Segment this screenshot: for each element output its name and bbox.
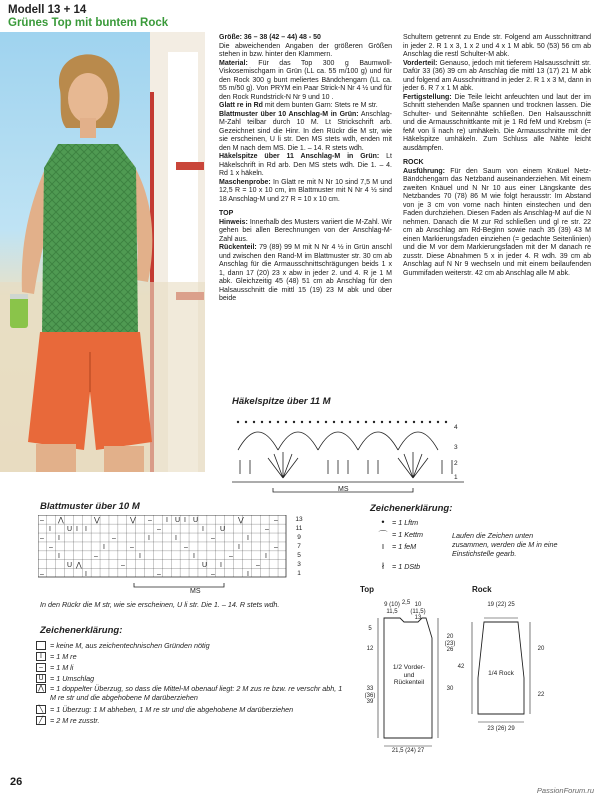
chain-stitch-icon: • bbox=[381, 517, 385, 527]
legend-item bbox=[36, 662, 346, 673]
ssk-icon: ╲ bbox=[36, 705, 46, 714]
rock-m-bottom: 23 (26) 29 bbox=[487, 726, 515, 732]
instructions-column-2 bbox=[403, 34, 591, 278]
row-number: 5 bbox=[297, 552, 301, 559]
svg-text:U: U bbox=[67, 526, 73, 533]
blatt-text: Anschlag-M-Zahl teilbar durch 10 M. Lt Strickschrift arb. Gezeichnet sind die Hinr. In den Rückr die M str, wie sie erscheinen, U li str. Den MS stets wdh, enden mit den M nach dem MS. Die 1. – 14. R stets wdh. bbox=[219, 110, 392, 152]
svg-text:–: – bbox=[40, 517, 44, 524]
double-decrease-icon: ⋀ bbox=[36, 684, 46, 693]
svg-text:I: I bbox=[238, 544, 240, 551]
haekel-text: Lt Häkelschrift in Rd arb. Den MS stets wdh. Die 1. – 4. Rd 1 x häkeln. bbox=[219, 153, 392, 177]
legend-text: = 2 M re zusstr. bbox=[50, 716, 100, 725]
instructions-column-1 bbox=[219, 34, 392, 304]
rock-piece-label: 1/4 Rock bbox=[488, 670, 514, 677]
legend-text: = 1 Lftm bbox=[392, 517, 419, 527]
svg-text:–: – bbox=[229, 553, 233, 560]
legend-item bbox=[374, 516, 464, 528]
haekelspitze-title: Häkelspitze über 11 M bbox=[232, 396, 331, 407]
legend-item bbox=[36, 715, 346, 726]
size-label: Größe: 36 – 38 (42 – 44) 48 - 50 bbox=[219, 34, 321, 41]
page-number: 26 bbox=[10, 776, 23, 788]
top-piece-label: 1/2 Vorder- und Rückenteil bbox=[392, 664, 426, 686]
knit-stitch-icon: I bbox=[36, 652, 46, 661]
legend-item bbox=[374, 560, 464, 572]
legend-left-title: Zeichenerklärung: bbox=[40, 625, 123, 636]
svg-text:I: I bbox=[166, 517, 168, 524]
svg-text:⋁: ⋁ bbox=[238, 517, 244, 524]
model-subtitle: Grünes Top mit buntem Rock bbox=[8, 17, 169, 29]
svg-text:U: U bbox=[220, 526, 226, 533]
svg-text:–: – bbox=[121, 562, 125, 569]
blattmuster-ms-bracket bbox=[134, 583, 224, 587]
svg-text:I: I bbox=[58, 553, 60, 560]
top-m-left-3: 33 (36) 39 bbox=[364, 686, 376, 705]
blattmuster-chart bbox=[38, 515, 288, 600]
legend-text: = 1 Überzug: 1 M abheben, 1 M re str und die abgehobene M darüberziehen bbox=[50, 705, 294, 714]
legend-text: = 1 DStb bbox=[392, 561, 421, 571]
svg-text:I: I bbox=[139, 553, 141, 560]
model-photo-illustration bbox=[0, 32, 205, 472]
top-m-left-2: 12 bbox=[366, 646, 374, 652]
legend-text: = 1 feM bbox=[392, 541, 417, 551]
haekel-ms-label: MS bbox=[338, 486, 349, 493]
legend-text: = 1 doppelter Überzug, so dass die Mittel-M obenauf liegt: 2 M zus re bzw. re verschr abh, 1 M re str und die abgehobene M darüberziehen bbox=[50, 684, 343, 702]
svg-text:–: – bbox=[265, 526, 269, 533]
vorder-text: Genauso, jedoch mit tieferem Halsausschnitt str. Dafür 33 (36) 39 cm ab Anschlag die mittl 13 (17) 21 M abk und folgend am Ausschnittrand in jeder 2. R 1 x 3 M, dann in jeder 6. R 7 x 1 M abk. bbox=[403, 59, 591, 92]
haekel-labels bbox=[228, 410, 468, 500]
rock-m-right-2: 22 bbox=[537, 692, 545, 698]
haekel-row-4: 4 bbox=[454, 424, 458, 431]
svg-text:U: U bbox=[175, 517, 181, 524]
svg-text:I: I bbox=[148, 535, 150, 542]
svg-text:⋁: ⋁ bbox=[130, 517, 136, 524]
svg-text:–: – bbox=[256, 562, 260, 569]
svg-text:I: I bbox=[202, 526, 204, 533]
legend-text: = 1 Umschlag bbox=[50, 674, 95, 683]
vorder-label: Vorderteil: bbox=[403, 59, 438, 67]
svg-text:I: I bbox=[220, 562, 222, 569]
legend-item bbox=[36, 704, 346, 715]
svg-text:–: – bbox=[157, 571, 161, 578]
purl-stitch-icon: – bbox=[36, 663, 46, 672]
hinweis-text: Innerhalb des Musters variiert die M-Zahl. Wir gehen bei allen Berechnungen von der Anschlag-M-Zahl aus. bbox=[219, 218, 392, 243]
svg-text:–: – bbox=[112, 535, 116, 542]
probe-label: Maschenprobe: bbox=[219, 178, 271, 186]
material-label: Material: bbox=[219, 59, 248, 67]
legend-text: = 1 M re bbox=[50, 652, 77, 661]
top-heading: TOP bbox=[219, 210, 234, 217]
row-number: 3 bbox=[297, 561, 301, 568]
top-m-neck: 10 (11,5) 13 bbox=[410, 602, 426, 621]
svg-text:–: – bbox=[49, 544, 53, 551]
svg-text:–: – bbox=[40, 571, 44, 578]
legend-item bbox=[374, 540, 464, 552]
legend-right-note: Laufen die Zeichen unten zusammen, werden die M in eine Einstichstelle gearb. bbox=[452, 531, 558, 558]
svg-text:I: I bbox=[247, 535, 249, 542]
svg-text:–: – bbox=[40, 535, 44, 542]
top-m-right-1: 20 (23) 26 bbox=[444, 634, 456, 653]
blattmuster-title: Blattmuster über 10 M bbox=[40, 501, 140, 512]
legend-item bbox=[36, 684, 346, 704]
single-crochet-icon: ı bbox=[381, 541, 385, 551]
schulter-text: Schultern getrennt zu Ende str. Folgend am Ausschnittrand in jeder 2. R 1 x 3, 1 x 2 und 4 x 1 M abk. 50 (53) 56 cm ab Anschlag die restl Schulter-M abk. bbox=[403, 34, 591, 58]
schematic-top-labels bbox=[362, 598, 462, 758]
svg-text:⋀: ⋀ bbox=[76, 562, 82, 569]
svg-text:I: I bbox=[175, 535, 177, 542]
legend-left bbox=[36, 640, 346, 726]
svg-text:⋀: ⋀ bbox=[58, 517, 64, 524]
yarn-over-icon: U bbox=[36, 674, 46, 683]
probe-text: In Glatt re mit N Nr 10 sind 7,5 M und 12,5 R = 10 x 10 cm, im Blattmuster mit N Nr 4 ½ sind 18 Anschlag-M und 27 R = 10 x 10 cm. bbox=[219, 178, 393, 203]
svg-text:–: – bbox=[130, 544, 134, 551]
blattmuster-row-numbers bbox=[291, 515, 307, 578]
blattmuster-ms-label: MS bbox=[190, 588, 201, 595]
legend-text: = 1 Kettm bbox=[392, 529, 423, 539]
top-m-mid: 2,5 bbox=[401, 600, 411, 606]
svg-text:I: I bbox=[103, 544, 105, 551]
svg-text:I: I bbox=[76, 526, 78, 533]
ausf-text: Für den Saum von einem Knäuel Netz-Bändchengarn das Netzband auseinanderziehen. Mit einem zweiten Knäuel und N Nr 10 aus einer Längskante des Netzbandes 70 (78) 86 M wie folgt herausstr: Im Abstand von je 3 cm von vorne nach hinten einstechen und den Faden durchziehen. Diesen Faden als Anschlag-M auf die N nehmen. Danach die M zur Rd schließen und gl re str. 22 cm ab Anschlag am Rd-Beginn sowie nach 35 (39) 43 M einen Markierungsfaden einziehen (= gedachte Seitenlinien) und die M vor dem Markierungsfaden mit der M danach re zusstr. Diese Abnahmen 5 x in jeder 4. R wdh. 39 cm ab Anschlag auf N Nr 9 wechseln und mit einem beilaufenden Gummifaden weiterstr. 42 cm ab Anschlag alle M abk. bbox=[403, 167, 591, 277]
haekel-label: Häkelspitze über 11 Anschlag-M in Grün: bbox=[219, 153, 380, 160]
legend-right-title: Zeichenerklärung: bbox=[370, 503, 453, 514]
schematic-rock-labels bbox=[457, 598, 582, 748]
rock-heading: ROCK bbox=[403, 159, 424, 166]
hinweis-label: Hinweis: bbox=[219, 218, 248, 226]
svg-text:U: U bbox=[202, 562, 208, 569]
haekel-row-3: 3 bbox=[454, 444, 458, 451]
schematic-top-title: Top bbox=[360, 585, 375, 594]
slip-stitch-icon: ⌒ bbox=[378, 529, 388, 540]
schematic-rock-title: Rock bbox=[472, 585, 492, 594]
legend-right bbox=[374, 516, 464, 572]
ruecken-text: 79 (89) 99 M mit N Nr 4 ½ in Grün anschl und zwischen den Rand-M im Blattmuster str. 30 cm ab Anschlag für die Armausschnittschrägungen beids 1 x 1, dann 17 (20) 23 x abw in jeder 2. und 4. R je 1 M abk. Gleichzeitig 45 (48) 51 cm ab Anschlag für den Halsausschnitt die mittl 15 (19) 23 M abk und über beide bbox=[219, 244, 392, 302]
svg-text:–: – bbox=[211, 535, 215, 542]
glatt-text: mit dem bunten Garn: Stets re M str. bbox=[264, 102, 378, 109]
rock-m-top: 19 (22) 25 bbox=[487, 602, 515, 608]
svg-text:U: U bbox=[193, 517, 199, 524]
row-number: 1 bbox=[297, 570, 301, 577]
svg-text:–: – bbox=[148, 517, 152, 524]
treble-crochet-icon: ł bbox=[382, 561, 384, 571]
svg-text:–: – bbox=[94, 553, 98, 560]
svg-text:I: I bbox=[184, 517, 186, 524]
ausf-label: Ausführung: bbox=[403, 167, 445, 175]
top-m-left-1: 5 bbox=[368, 626, 372, 632]
top-m-shoulder: 9 (10) 11,5 bbox=[384, 602, 400, 615]
row-number: 7 bbox=[297, 543, 301, 550]
svg-text:I: I bbox=[247, 571, 249, 578]
svg-text:⋁: ⋁ bbox=[94, 517, 100, 524]
rock-m-right-1: 20 bbox=[537, 646, 545, 652]
legend-item bbox=[374, 528, 464, 540]
ruecken-label: Rückenteil: bbox=[219, 244, 257, 251]
haekel-row-1: 1 bbox=[454, 474, 458, 481]
top-m-bottom: 21,5 (24) 27 bbox=[391, 748, 425, 754]
row-number: 9 bbox=[297, 534, 301, 541]
svg-text:–: – bbox=[211, 571, 215, 578]
legend-item bbox=[36, 651, 346, 662]
blattmuster-note: In den Rückr die M str, wie sie erscheinen, U li str. Die 1. – 14. R stets wdh. bbox=[40, 600, 280, 609]
top-m-right-2: 30 bbox=[446, 686, 454, 692]
blatt-label: Blattmuster über 10 Anschlag-M in Grün: bbox=[219, 110, 359, 118]
svg-text:I: I bbox=[85, 571, 87, 578]
svg-text:I: I bbox=[49, 526, 51, 533]
model-photo bbox=[0, 32, 205, 472]
site-watermark: PassionForum.ru bbox=[536, 786, 594, 795]
svg-text:–: – bbox=[184, 544, 188, 551]
svg-text:–: – bbox=[274, 544, 278, 551]
glatt-label: Glatt re in Rd bbox=[219, 102, 263, 109]
row-number: 13 bbox=[295, 516, 303, 523]
fertig-label: Fertigstellung: bbox=[403, 93, 452, 101]
haekel-row-2: 2 bbox=[454, 460, 458, 467]
legend-text: = keine M, aus zeichentechnischen Gründen nötig bbox=[50, 641, 210, 650]
legend-item bbox=[36, 640, 346, 651]
svg-text:–: – bbox=[274, 517, 278, 524]
material-text: Für das Top 300 g Baumwoll-Viskosemischgarn in Grün (LL ca. 55 m/100 g) und für den Rock 300 g bunt meliertes Bändchengarn (LL ca. 55 m/50 g). Von PRYM ein Paar Strick-N Nr 4 ½ und für den Rock Rundstrick-N Nr 9 und 10 . bbox=[219, 59, 393, 101]
svg-text:I: I bbox=[265, 553, 267, 560]
svg-text:–: – bbox=[157, 526, 161, 533]
svg-text:I: I bbox=[85, 526, 87, 533]
legend-item bbox=[36, 673, 346, 684]
svg-text:I: I bbox=[58, 535, 60, 542]
model-title: Modell 13 + 14 bbox=[8, 4, 87, 16]
size-text: Die abweichenden Angaben der größeren Größen stehen in bzw. hinter den Klammern. bbox=[219, 42, 392, 58]
svg-text:U: U bbox=[67, 562, 73, 569]
legend-text: = 1 M li bbox=[50, 663, 74, 672]
rock-m-left: 42 bbox=[457, 664, 465, 670]
row-number: 11 bbox=[295, 525, 303, 532]
fertig-text: Die Teile leicht anfeuchten und laut der im Schnitt stehenden Maße spannen und trocknen lassen. Die Schulter- und Seitennähte schließen. Den Halsausschnitt und die Armausschnittkante mit je 1 Rd feM und Krebsm (= feM von li nach re) umhäkeln. Die Armausschnitte mit der Häkelspitze umhäkeln. Zum Schluss alle Nähte leicht ausdämpfen. bbox=[403, 93, 592, 152]
empty-cell-icon bbox=[36, 641, 46, 650]
k2tog-icon: ╱ bbox=[36, 716, 46, 725]
svg-text:I: I bbox=[193, 553, 195, 560]
